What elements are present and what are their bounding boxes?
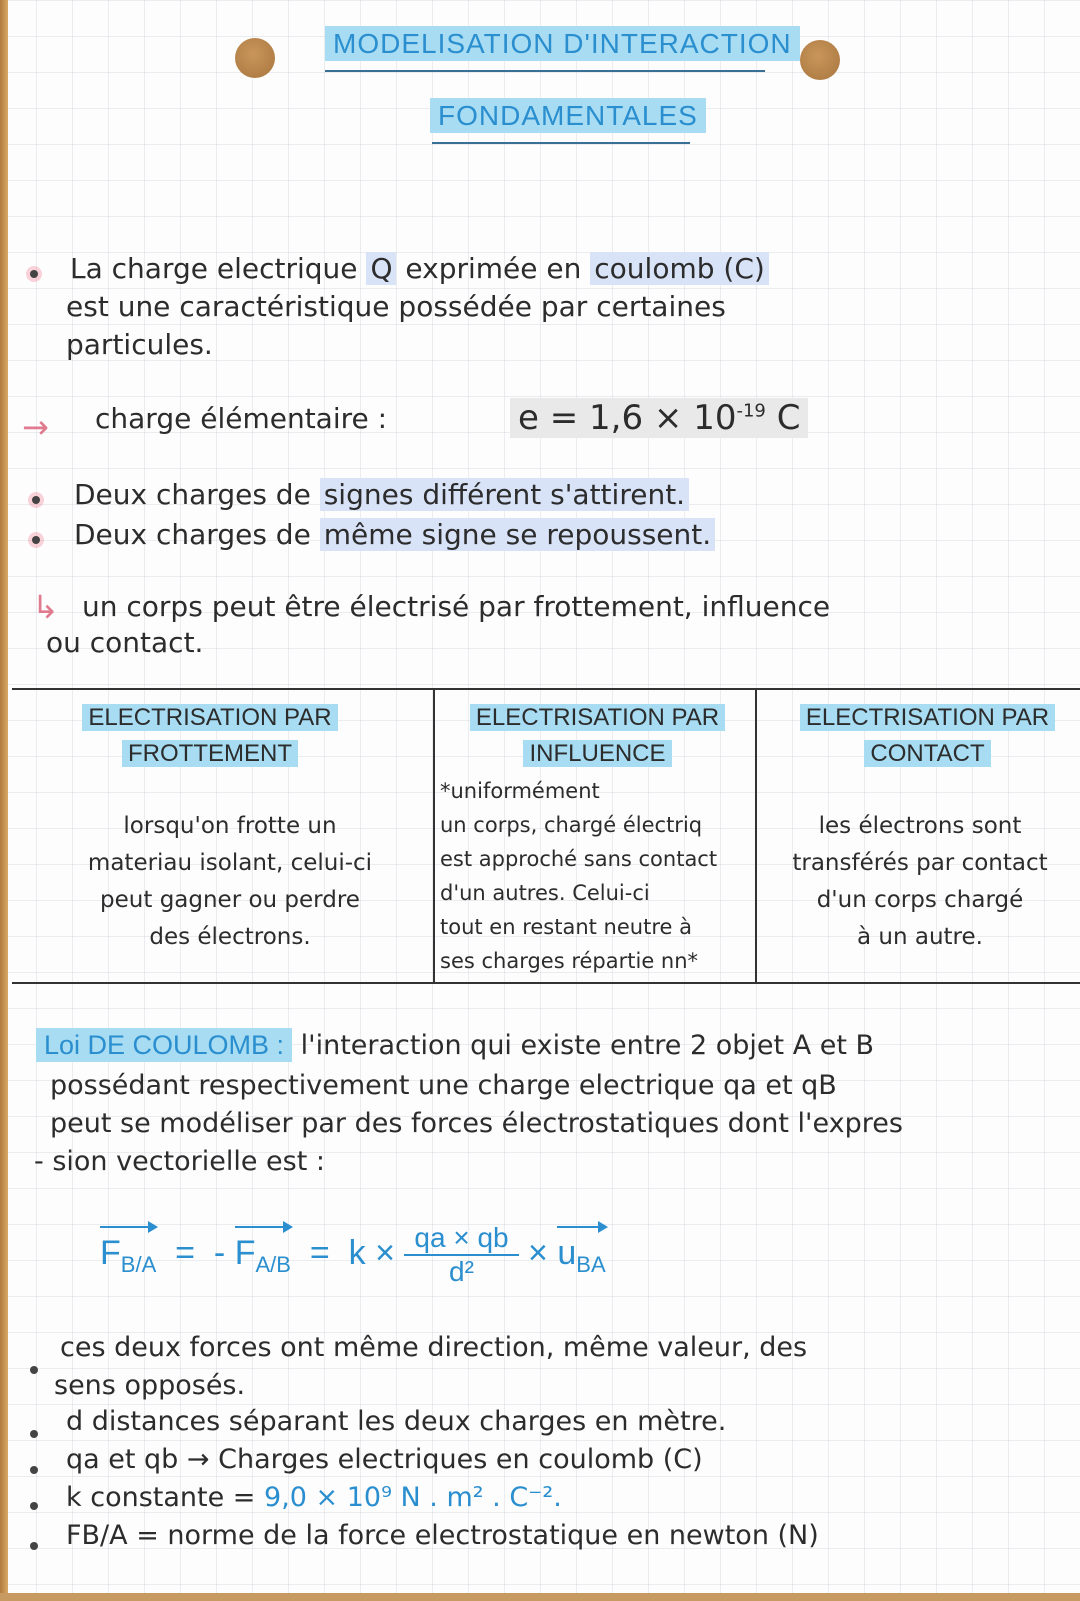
bullet-icon xyxy=(30,1466,38,1474)
numerator: qa × qb xyxy=(404,1222,518,1256)
coulomb-law-label: Loi DE COULOMB : xyxy=(36,1028,292,1062)
constant-value: 9,0 × 10⁹ N . m² . C⁻². xyxy=(264,1482,562,1513)
intro-line-1 xyxy=(70,252,769,285)
table-column-divider-1 xyxy=(433,690,435,982)
cell-line: tout en restant neutre à xyxy=(440,915,692,939)
intro-text: La charge electrique xyxy=(70,252,358,285)
constant-k: k xyxy=(348,1233,366,1272)
rule-opposite-signs xyxy=(74,478,689,511)
electrisation-note-line-2: ou contact. xyxy=(46,626,204,659)
bullet-icon xyxy=(30,1366,38,1374)
intro-line-3: particules. xyxy=(66,328,213,361)
header-line-1: ELECTRISATION PAR xyxy=(800,704,1055,731)
elementary-charge-value xyxy=(510,398,808,438)
table-header-contact xyxy=(775,700,1080,772)
cell-line: à un autre. xyxy=(857,924,983,950)
rule-highlight: signes différent s'attirent. xyxy=(320,478,689,511)
unit-vector-symbol: u xyxy=(557,1233,577,1272)
cell-line: des électrons. xyxy=(149,924,311,950)
bullet-icon xyxy=(30,1502,38,1510)
arrow-return-icon: ↳ xyxy=(32,588,59,626)
table-cell-contact xyxy=(760,808,1080,956)
note-line: qa et qb → Charges electriques en coulomb (C) xyxy=(66,1444,703,1475)
cell-line: lorsqu'on frotte un xyxy=(123,813,337,839)
cell-line: peut gagner ou perdre xyxy=(100,887,360,913)
coulomb-formula xyxy=(100,1222,606,1288)
times-sign: × xyxy=(375,1233,395,1272)
table-header-frottement xyxy=(30,700,390,772)
header-line-1: ELECTRISATION PAR xyxy=(82,704,337,731)
note-line: d distances séparant les deux charges en mètre. xyxy=(66,1406,727,1437)
cell-line: les électrons sont xyxy=(818,813,1022,839)
cell-line: d'un autres. Celui-ci xyxy=(440,881,650,905)
note-text: k constante = xyxy=(66,1482,256,1513)
header-line-2: CONTACT xyxy=(864,740,990,767)
fraction xyxy=(404,1222,518,1288)
charge-exponent: -19 xyxy=(736,400,766,422)
denominator: d² xyxy=(449,1256,474,1287)
force-a-on-b xyxy=(235,1234,291,1278)
force-subscript: A/B xyxy=(255,1251,291,1277)
notebook-bottom-edge xyxy=(0,1593,1080,1601)
header-line-2: FROTTEMENT xyxy=(122,740,298,767)
title-underline-1 xyxy=(325,70,765,72)
note-line: ces deux forces ont même direction, même valeur, des xyxy=(60,1332,808,1363)
equals-sign: = xyxy=(175,1233,196,1272)
charge-symbol: Q xyxy=(366,252,396,285)
table-header-influence xyxy=(440,700,755,772)
coulomb-line-2: possédant respectivement une charge electrique qa et qB xyxy=(50,1070,837,1101)
minus-sign: - xyxy=(213,1233,226,1272)
binder-hole-right xyxy=(800,40,840,80)
cell-line: ses charges répartie nn* xyxy=(440,949,699,973)
cell-line: est approché sans contact xyxy=(440,847,718,871)
force-subscript: B/A xyxy=(120,1251,157,1277)
table-cell-influence xyxy=(440,774,752,978)
cell-line: d'un corps chargé xyxy=(816,887,1024,913)
title-line1-text: MODELISATION D'INTERACTION xyxy=(325,26,800,61)
electrisation-note-line-1: un corps peut être électrisé par frottement, influence xyxy=(82,590,831,623)
coulomb-text: l'interaction qui existe entre 2 objet A et B xyxy=(300,1030,875,1061)
bullet-icon xyxy=(32,496,40,504)
table-column-divider-2 xyxy=(755,690,757,982)
binder-hole-left xyxy=(235,38,275,78)
rule-same-sign xyxy=(74,518,715,551)
page-title-line2 xyxy=(430,100,706,132)
times-sign: × xyxy=(528,1233,548,1272)
cell-line: *uniformément xyxy=(440,779,600,803)
coulomb-line-1 xyxy=(36,1030,874,1061)
arrow-right-icon: → xyxy=(22,408,49,446)
note-line: sens opposés. xyxy=(54,1370,246,1401)
cell-line: un corps, chargé électriq xyxy=(440,813,703,837)
header-line-1: ELECTRISATION PAR xyxy=(470,704,725,731)
rule-prefix: Deux charges de xyxy=(74,478,311,511)
intro-text: exprimée en xyxy=(405,252,582,285)
elementary-charge-label: charge élémentaire : xyxy=(95,402,388,435)
note-line: FB/A = norme de la force electrostatique en newton (N) xyxy=(66,1520,819,1551)
unit-vector-subscript: BA xyxy=(576,1251,606,1277)
title-underline-2 xyxy=(432,142,690,144)
page-title-line1 xyxy=(325,28,800,60)
title-line2-text: FONDAMENTALES xyxy=(430,98,706,133)
charge-value-text: e = 1,6 × 10 xyxy=(518,398,737,438)
rule-prefix: Deux charges de xyxy=(74,518,311,551)
bullet-icon xyxy=(30,270,38,278)
header-line-2: INFLUENCE xyxy=(523,740,671,767)
force-symbol: F xyxy=(100,1233,121,1272)
coulomb-line-4: - sion vectorielle est : xyxy=(34,1146,326,1177)
charge-unit: C xyxy=(776,398,801,438)
cell-line: materiau isolant, celui-ci xyxy=(87,850,373,876)
table-cell-frottement xyxy=(30,808,430,956)
bullet-icon xyxy=(32,536,40,544)
notebook-left-edge xyxy=(0,0,8,1601)
bullet-icon xyxy=(30,1542,38,1550)
force-b-on-a xyxy=(100,1234,156,1278)
bullet-icon xyxy=(30,1430,38,1438)
coulomb-line-3: peut se modéliser par des forces électrostatiques dont l'expres xyxy=(50,1108,903,1139)
intro-line-2: est une caractéristique possédée par certaines xyxy=(66,290,726,323)
unit-vector xyxy=(557,1234,605,1278)
cell-line: transférés par contact xyxy=(792,850,1048,876)
force-symbol: F xyxy=(234,1233,256,1272)
table-top-border xyxy=(12,688,1080,690)
table-bottom-border xyxy=(12,982,1080,984)
equals-sign: = xyxy=(309,1233,330,1272)
note-line-constant xyxy=(66,1482,562,1513)
coulomb-unit: coulomb (C) xyxy=(590,252,769,285)
rule-highlight: même signe se repoussent. xyxy=(320,518,715,551)
